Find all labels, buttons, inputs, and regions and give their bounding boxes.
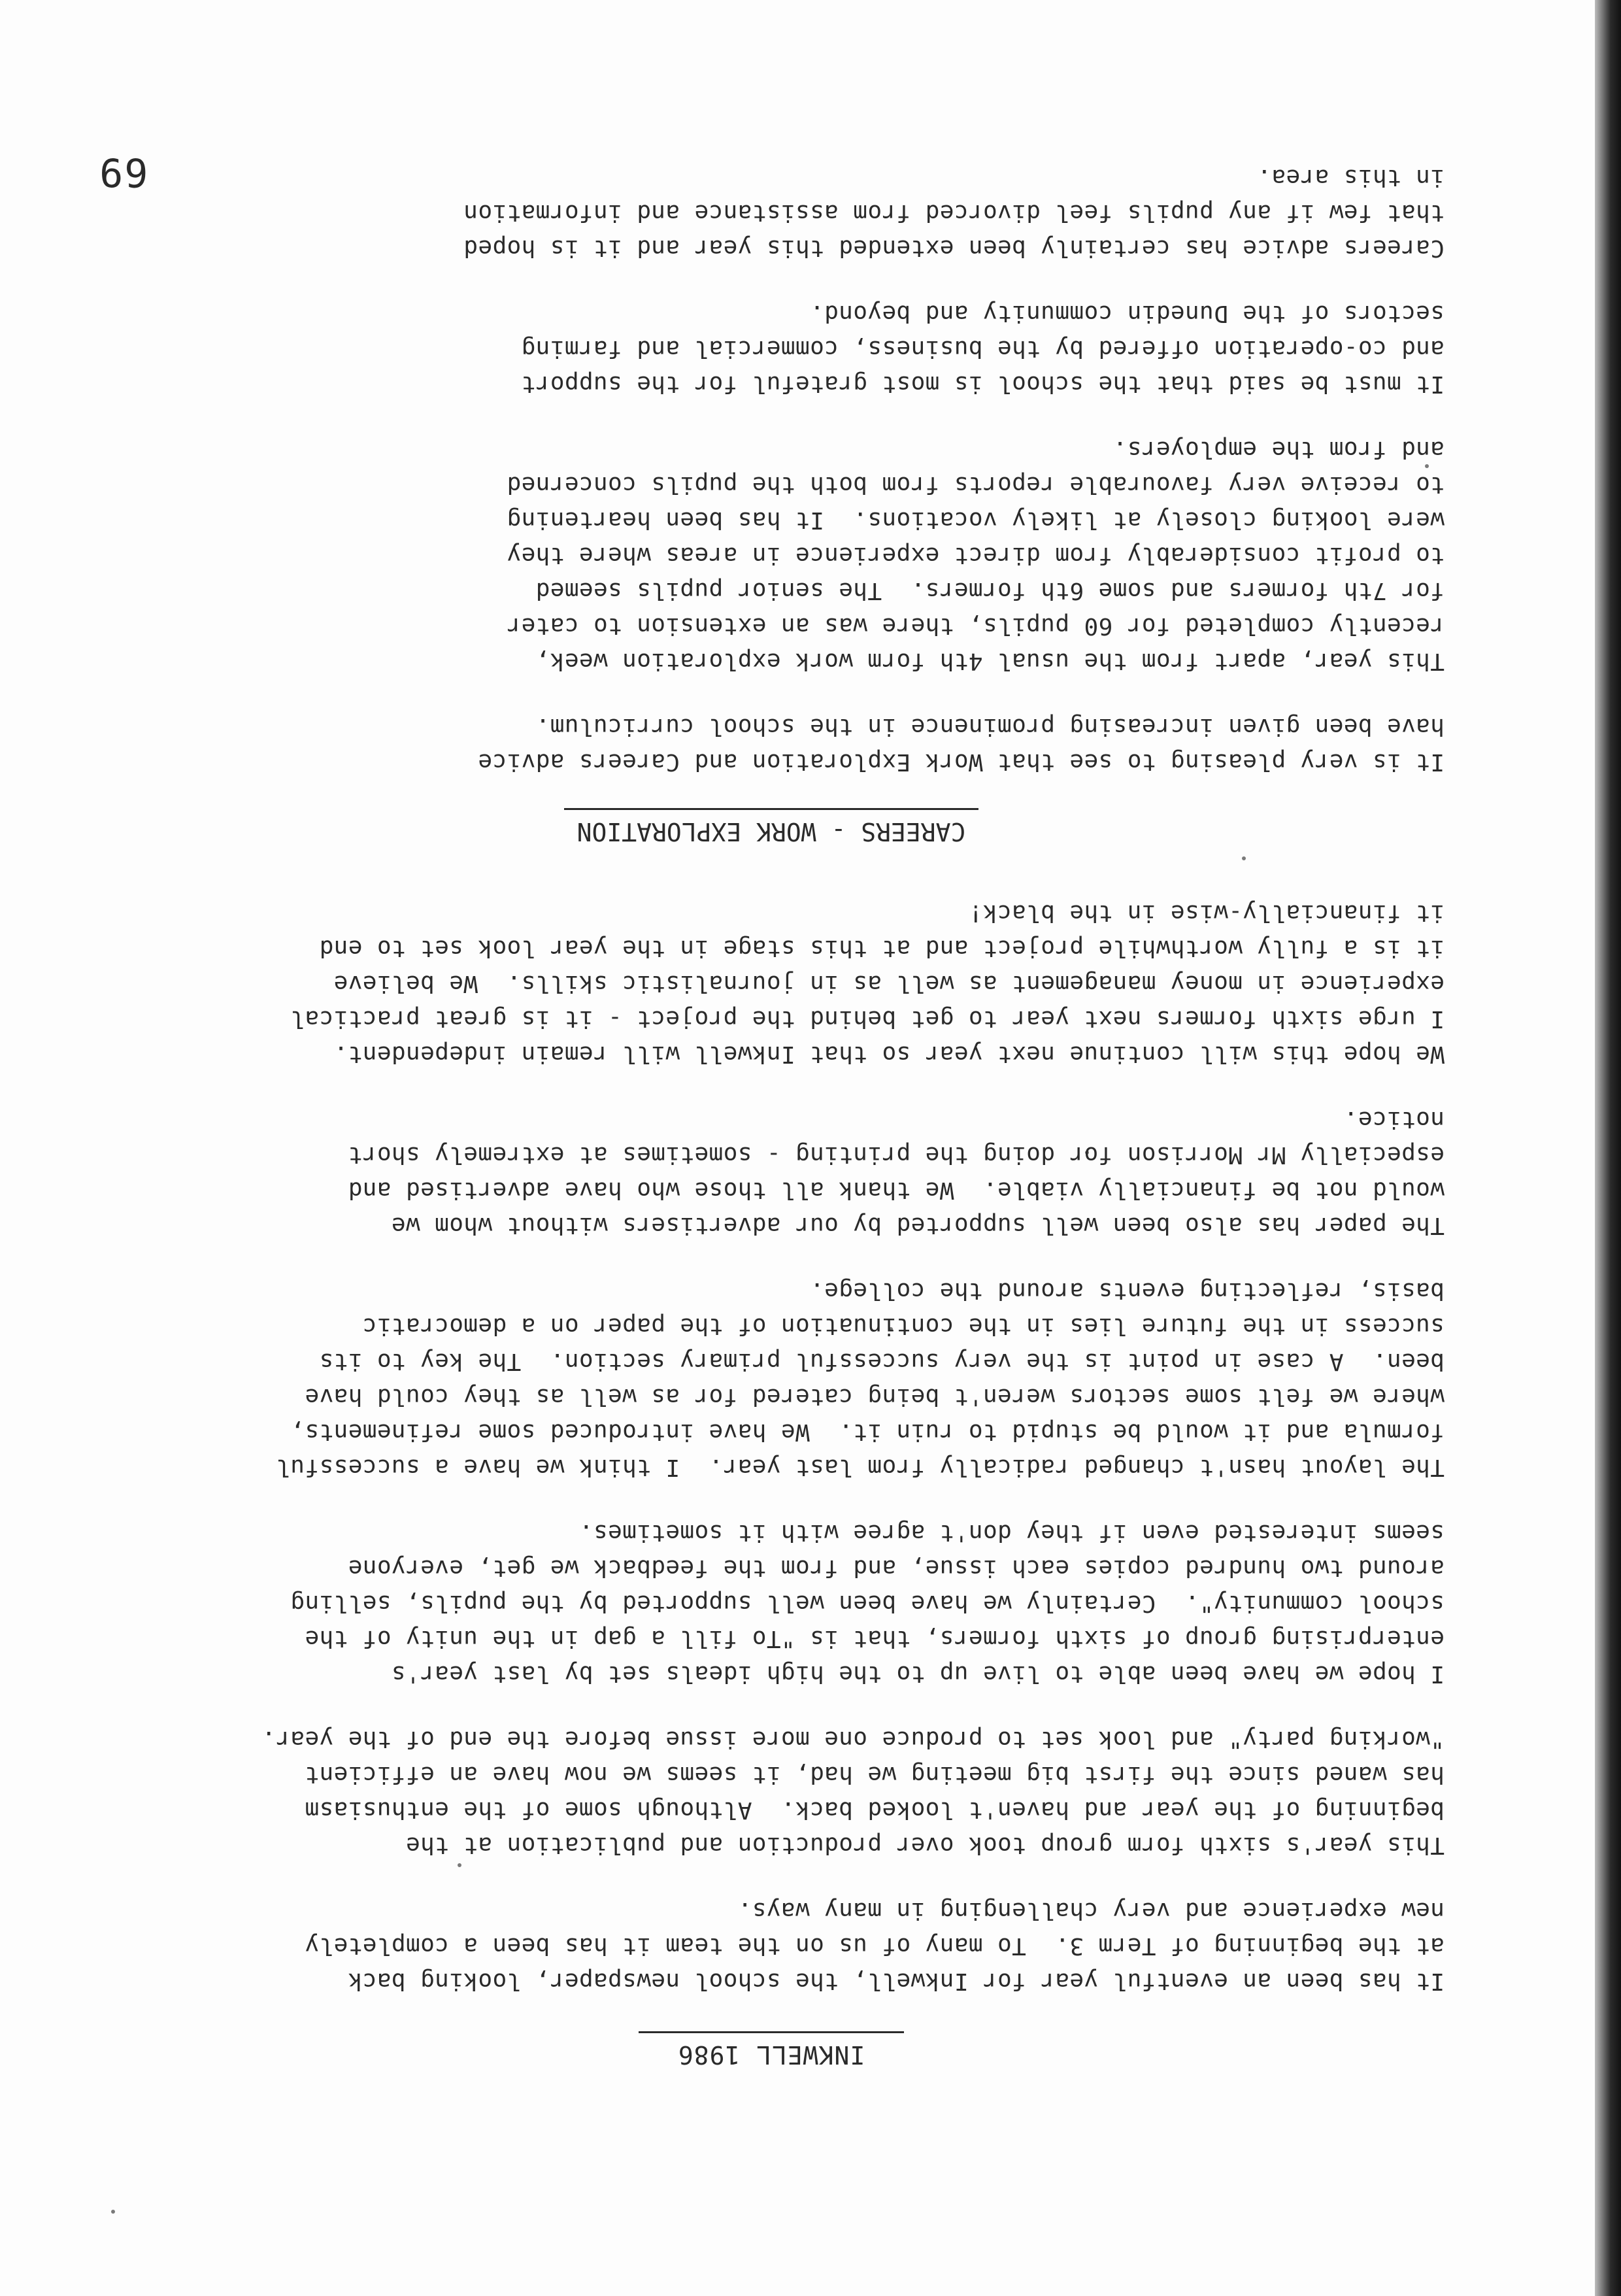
scan-speck: [111, 2210, 115, 2214]
careers-paragraph: It is very pleasing to see that Work Exploration and Careers advice have been given increasing prominence in the school curriculum.: [478, 713, 1445, 775]
paragraph: The paper has also been well supported by our advertisers without whom we would not be financially viable. We thank all those who have advertised and especially Mr Morrison for doing the printing - sometimes at extremely short notice.: [348, 1106, 1445, 1239]
paragraph: We hope this will continue next year so that Inkwell will remain independent. I urge sixth formers next year to get behind the project - it is great practical experience in money management as well as in journalistic skills. We believe it is a fully worthwhile project and at this stage in the year look set to end it financially-wise in the black!: [290, 900, 1445, 1068]
document-title-text: INKWELL 1986: [639, 2031, 905, 2072]
careers-paragraph: It must be said that the school is most grateful for the support and co-operation offered by the business, commercial and farming sectors of the Dunedin community and beyond.: [521, 300, 1445, 397]
document-title: [98, 2031, 1445, 2072]
section-heading: [98, 808, 1445, 849]
document-content: [98, 118, 1445, 2151]
section-heading-text: CAREERS - WORK EXPLORATION: [564, 808, 979, 849]
paragraph: I hope we have been able to live up to the high ideals set by last year's enterprising group of sixth formers, that is "To fill a gap in the unity of the school community". Certainly we have been well supported by the pupils, selling around two hundred copies each issue, and from the feedback we get, everyone seems interested even if they don't agree with it sometimes.: [290, 1519, 1445, 1687]
careers-paragraph: This year, apart from the usual 4th form work exploration week, recently completed for 60 pupils, there was an extension to cater for 7th formers and some 6th formers. The senior pupils seemed to profit considerably from direct experience in areas where they were looking closely at likely vocations. It has been heartening to receive very favourable reports from both the pupils concerned and from the employers.: [507, 436, 1445, 675]
page-number: 69: [98, 149, 148, 195]
paragraph: The layout hasn't changed radically from last year. I think we have a successful formula and it would be stupid to ruin it. We have introduced some refinements, where we felt some sectors weren't being catered for as well as they could have been. A case in point is the very successful primary section. The key to its success in the future lies in the continuation of the paper on a democratic basis, reflecting events around the college.: [276, 1277, 1445, 1481]
scanner-edge: [1595, 0, 1621, 2296]
careers-paragraph: Careers advice has certainly been extended this year and it is hoped that few if any pupils feel divorced from assistance and information in this area.: [463, 164, 1445, 262]
paragraph: This year's sixth form group took over production and publication at the beginning of the year and haven't looked back. Although some of the enthusiasm has waned since the first big meeting we had, it seems we now have an efficient "working party" and look set to produce one more issue before the end of the year.: [261, 1726, 1445, 1859]
paragraph: It has been an eventful year for Inkwell, the school newspaper, looking back at the beginning of Term 3. To many of us on the team it has been a completely new experience and very challenging in many ways.: [305, 1897, 1445, 1995]
